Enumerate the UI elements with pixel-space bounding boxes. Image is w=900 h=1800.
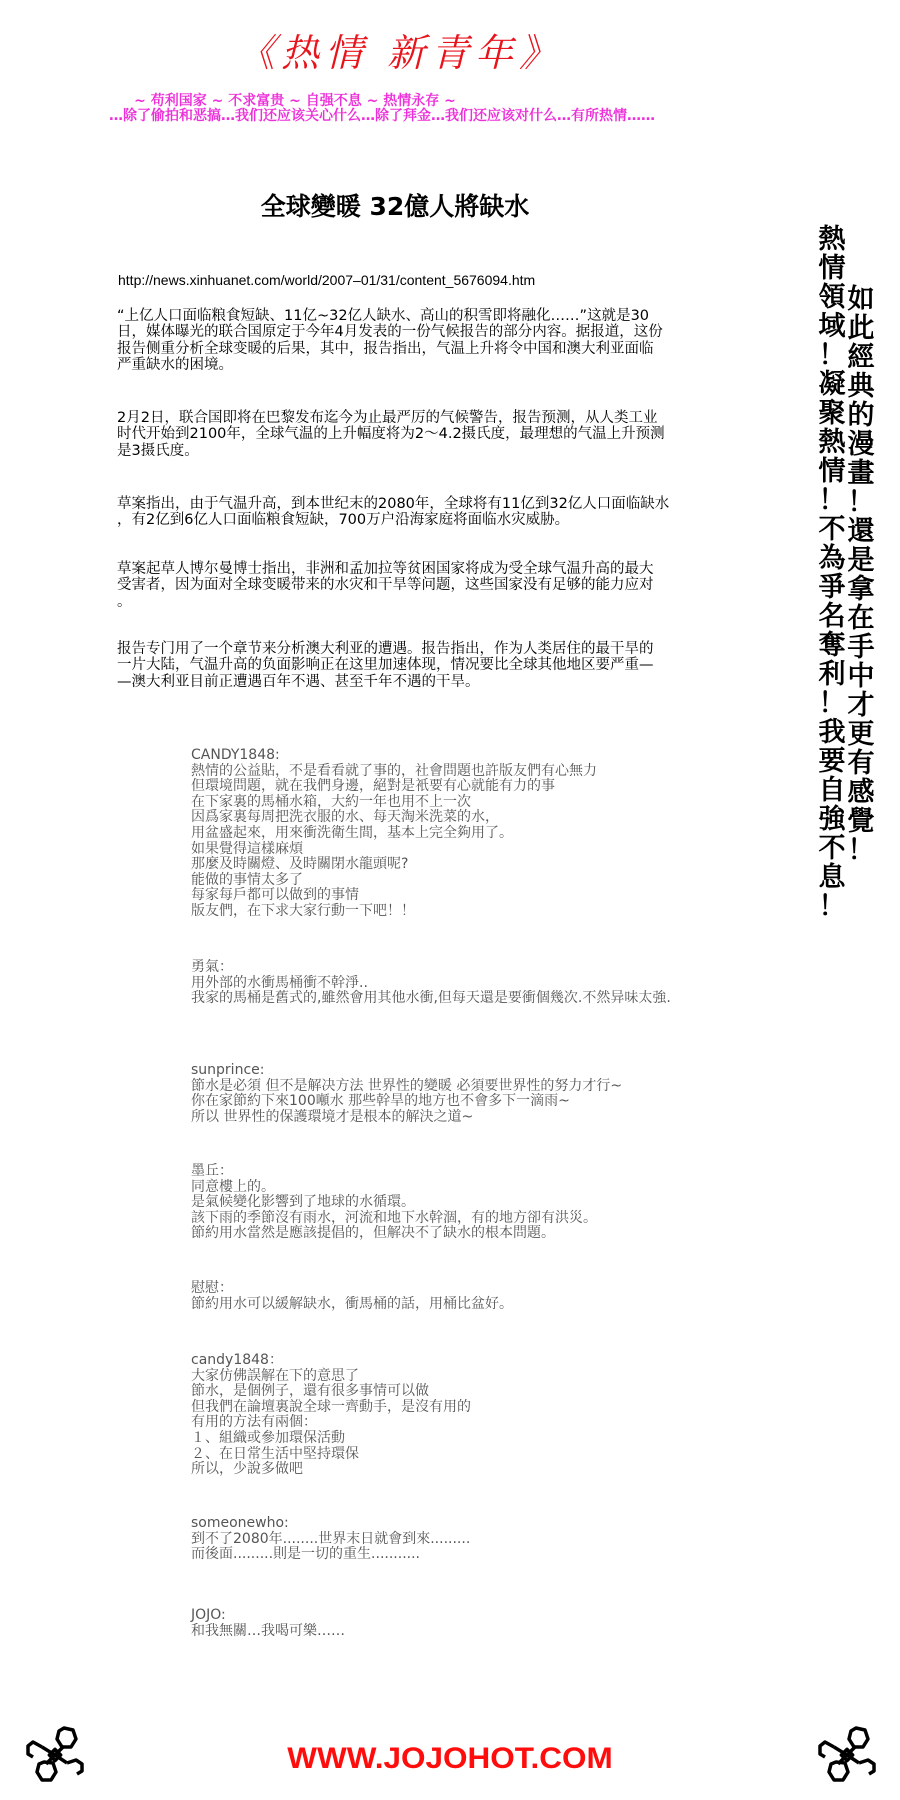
masthead-title: 《热情 新青年》 (236, 31, 564, 75)
comment: CANDY1848: 熱情的公益貼，不是看看就了事的，社會問題也許版友們有心無力 但環境問題，就在我們身邊，絕對是衹要有心就能有力的事 在下家裏的馬桶水箱，大約一年也用不上一次 因爲家裏每周把洗衣服的水、每天淘米洗菜的水， 用盆盛起來，用來衝洗衛生間，基本上完全夠用了。 如果覺得這樣麻煩 那麼及時關燈、及時關閉水龍頭呢? 能做的事情太多了 每家每戶都可以做到的事情 版友們，在下求大家行動一下吧！！ (191, 748, 751, 920)
footer-url[interactable]: WWW.JOJOHOT.COM (287, 1742, 613, 1775)
comment-author: JOJO: (191, 1607, 226, 1623)
side-slogan-right-column: 如 此 經 典 的 漫 畫 ！ 還 是 拿 在 手 中 才 更 有 感 覺 ！ (847, 284, 875, 866)
comment: sunprince: 節水是必須 但不是解决方法 世界性的變暖 必須要世界性的努力才行~ 你在家節約下來100噸水 那些幹旱的地方也不會多下一滴雨~ 所以 世界性的保護環境才是根本的解決之道~ (191, 1063, 751, 1125)
comment-author: CANDY1848: (191, 747, 280, 763)
comment: candy1848： 大家仿佛誤解在下的意思了 節水，是個例子，還有很多事情可以做 但我們在論壇裏說全球一齊動手，是沒有用的 有用的方法有兩個： １、組織或參加環保活動 ２、在日常生活中堅持環保 所以，少說多做吧 (191, 1353, 751, 1478)
comment: someonewho: 到不了2080年........世界末日就會到來......... 而後面.........則是一切的重生........... (191, 1516, 751, 1563)
paragraph-5: 报告专门用了一个章节来分析澳大利亚的遭遇。报告指出，作为人类居住的最干旱的 一片大陆，气温升高的负面影响正在这里加速体现，情况要比全球其他地区要严重— —澳大利亚目前正遭遇百年不遇、甚至千年不遇的干旱。 (117, 641, 654, 690)
paragraph-2: 2月2日，联合国即将在巴黎发布迄今为止最严厉的气候警告，报告预测，从人类工业 时代开始到2100年，全球气温的上升幅度将为2～4.2摄氏度，最理想的气温上升预测 是3摄氏度。 (117, 410, 665, 459)
comment-author: 慰慰： (191, 1280, 233, 1296)
swirl-ornament-icon (812, 1720, 882, 1790)
comment: JOJO: 和我無關…我喝可樂…… (191, 1608, 751, 1639)
paragraph-1: “上亿人口面临粮食短缺、11亿~32亿人缺水、高山的积雪即将融化……”这就是30 日，媒体曝光的联合国原定于今年4月发表的一份气候报告的部分内容。据报道，这份 报告侧重分析全球变暖的后果，其中，报告指出，气温上升将令中国和澳大利亚面临 严重缺水的困境。 (117, 308, 663, 373)
article-title: 全球變暖 32億人將缺水 (260, 192, 530, 221)
source-url[interactable]: http://news.xinhuanet.com/world/2007–01/31/content_5676094.htm (118, 272, 536, 288)
comment-author: 墨丘： (191, 1163, 233, 1179)
paragraph-4: 草案起草人博尔曼博士指出，非洲和孟加拉等贫困国家将成为受全球气温升高的最大 受害者，因为面对全球变暖带来的水灾和干旱等问题，这些国家没有足够的能力应对 。 (117, 561, 654, 610)
comment: 慰慰： 節約用水可以緩解缺水，衝馬桶的話，用桶比盆好。 (191, 1281, 751, 1312)
comment-author: sunprince: (191, 1062, 265, 1078)
slogan-line-1: ~ 苟利国家 ~ 不求富贵 ~ 自强不息 ~ 热情永存 ~ (134, 93, 456, 109)
side-slogan-left-column: 熱 情 領 域 ！ 凝 聚 熱 情 ！ 不 為 爭 名 奪 利 ！ 我 要 自 強 不 息 ！ (818, 224, 846, 922)
slogan-line-2: …除了偷拍和恶搞…我们还应该关心什么…除了拜金…我们还应该对什么…有所热情…… (109, 108, 655, 124)
comment-author: someonewho: (191, 1515, 289, 1531)
comment-author: 勇氣： (191, 959, 233, 975)
paragraph-3: 草案指出，由于气温升高，到本世纪末的2080年，全球将有11亿到32亿人口面临缺水 ，有2亿到6亿人口面临粮食短缺，700万户沿海家庭将面临水灾威胁。 (117, 496, 670, 529)
comment: 墨丘： 同意樓上的。 是氣候變化影響到了地球的水循環。 該下雨的季節沒有雨水，河流和地下水幹涸，有的地方卻有洪災。 節約用水當然是應該提倡的，但解决不了缺水的根本問題。 (191, 1164, 751, 1242)
comment: 勇氣： 用外部的水衝馬桶衝不幹淨.. 我家的馬桶是舊式的,雖然會用其他水衝,但每天還是要衝個幾次.不然异味太強. (191, 960, 751, 1007)
comment-author: candy1848： (191, 1352, 283, 1368)
